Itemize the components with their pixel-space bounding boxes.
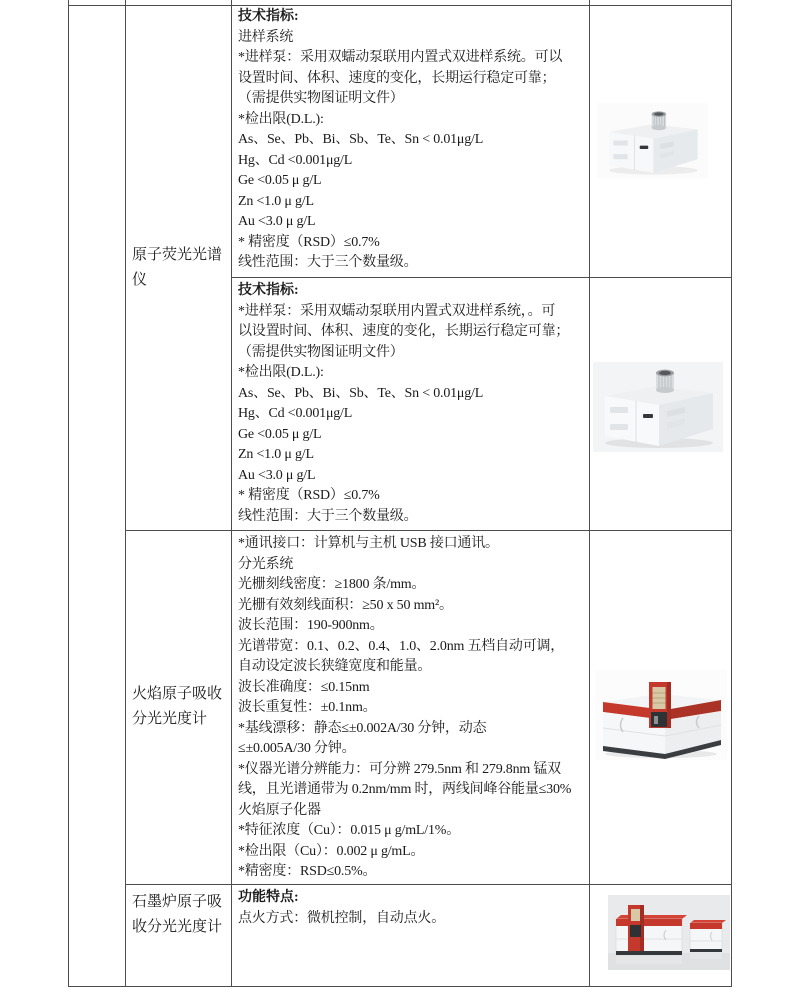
spec-line: Zn <1.0 μ g/L [238,447,314,462]
spec-section-title: 功能特点: [238,890,299,905]
instrument-photo-afs-2 [593,362,723,452]
spec-line: 波长准确度：≤0.15nm [238,679,370,695]
spec-table [68,0,732,987]
spec-line: Hg、Cd <0.001μg/L [238,406,353,421]
spec-line: *基线漂移：静态≤±0.002A/30 分钟，动态 [238,720,487,736]
spec-line: *精密度：RSD≤0.5%。 [238,864,377,879]
instrument-name-label: 火焰原子吸收分光光度计 [132,686,223,727]
table-divider-col2 [231,0,232,986]
spec-line: Ge <0.05 μ g/L [238,426,322,442]
spec-line: 波长重复性：±0.1nm。 [238,700,377,715]
spec-line: 分光系统 [238,556,294,572]
spec-line: ≤±0.005A/30 分钟。 [238,741,356,756]
spec-line: *检出限(D.L.): [238,365,324,380]
instrument-name-graphite-aas [126,885,231,985]
spec-line: Ge <0.05 μ g/L [238,173,322,188]
spec-line: As、Se、Pb、Bi、Sb、Te、Sn < 0.01μg/L [238,385,484,401]
spec-line: Zn <1.0 μ g/L [238,193,314,209]
spec-line: Au <3.0 μ g/L [238,214,316,229]
spec-line: 自动设定波长狭缝宽度和能量。 [238,659,432,674]
spec-section-title: 技术指标: [238,283,299,298]
spec-line: 火焰原子化器 [238,802,321,818]
spec-line: 以设置时间、体积、速度的变化，长期运行稳定可靠； [238,324,570,339]
spec-line: *进样泵：采用双蠕动泵联用内置式双进样系统，。可 [238,303,556,319]
spec-line: 线性范围：大于三个数量级。 [238,508,418,524]
spec-lines [238,302,589,528]
spec-section-afs-1 [238,7,589,274]
spec-line: 光谱带宽：0.1、0.2、0.4、1.0、2.0nm 五档自动可调， [238,638,565,654]
spec-line: 线性范围：大于三个数量级。 [238,255,418,270]
spec-line: *检出限（Cu）：0.002 μ g/mL。 [238,843,425,859]
spec-line: 光栅有效刻线面积：≥50 x 50 mm²。 [238,597,453,613]
table-border-right [731,0,732,986]
instrument-name-flame-aas [126,531,231,883]
instrument-photo-flame-aas [595,670,727,760]
spec-section-flame-aas [238,534,589,883]
spec-line: *仪器光谱分辨能力：可分辨 279.5nm 和 279.8nm 锰双 [238,761,561,777]
spec-line: 进样系统 [238,29,294,45]
spec-line: * 精密度（RSD）≤0.7% [238,488,380,503]
spec-line: （需提供实物图证明文件） [238,344,404,360]
table-divider-col3 [589,0,590,986]
spec-line: Hg、Cd <0.001μg/L [238,152,353,168]
spec-line: *进样泵：采用双蠕动泵联用内置式双进样系统。可以 [238,50,563,65]
spec-section-afs-2 [238,281,589,527]
instrument-name-label: 原子荧光光谱仪 [132,246,223,288]
spec-lines [238,534,589,883]
spec-line: 光栅刻线密度：≥1800 条/mm。 [238,577,426,592]
instrument-name-afs [126,6,231,529]
spec-line: *检出限(D.L.): [238,111,324,127]
instrument-photo-graphite-aas [608,895,730,970]
instrument-name-label: 石墨炉原子吸收分光光度计 [132,894,223,935]
spec-line: 波长范围：190-900nm。 [238,618,384,633]
spec-line: *特征浓度（Cu）：0.015 μ g/mL/1%。 [238,823,461,838]
table-row-line-sub [231,277,732,278]
spec-line: 点火方式：微机控制，自动点火。 [238,910,445,926]
spec-line: *通讯接口：计算机与主机 USB 接口通讯。 [238,536,499,551]
spec-line: As、Se、Pb、Bi、Sb、Te、Sn < 0.01μg/L [238,132,484,147]
spec-section-title: 技术指标: [238,9,299,24]
table-border-left [68,0,69,986]
spec-section-graphite-aas [238,888,589,929]
spec-line: Au <3.0 μ g/L [238,467,316,483]
spec-lines [238,28,589,274]
spec-line: 设置时间、体积、速度的变化，长期运行稳定可靠； [238,70,556,86]
spec-line: * 精密度（RSD）≤0.7% [238,234,380,250]
spec-lines [238,909,589,930]
spec-line: 线，且光谱通带为 0.2nm/mm 时，两线间峰谷能量≤30% [238,782,572,797]
instrument-photo-afs-1 [595,103,710,178]
spec-line: （需提供实物图证明文件） [238,91,404,106]
table-border-bottom [68,986,732,987]
